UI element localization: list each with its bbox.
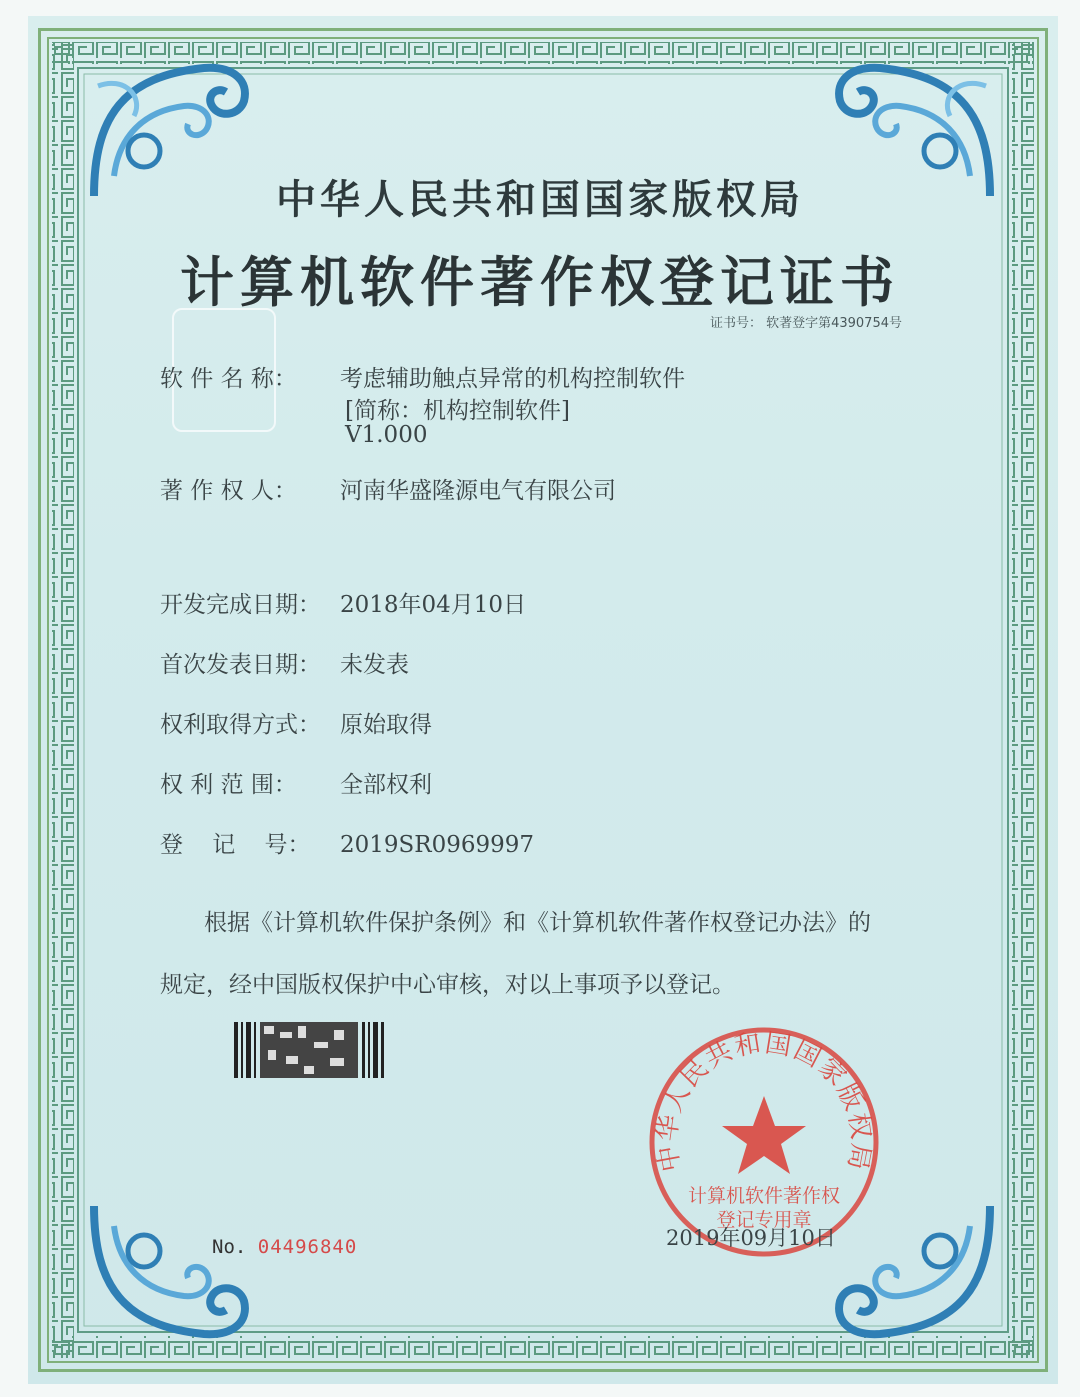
certificate-number-value: 软著登字第4390754号 <box>766 316 902 331</box>
copyright-owner-row <box>160 472 616 505</box>
seal-line-2: 登记专用章 <box>716 1209 812 1231</box>
rights-scope-value: 全部权利 <box>340 772 432 798</box>
barcode <box>234 1022 384 1078</box>
acquisition-method-label: 权利取得方式： <box>160 712 321 738</box>
first-publish-date-value: 未发表 <box>340 652 409 678</box>
statement-line-1: 根据《计算机软件保护条例》和《计算机软件著作权登记办法》的 <box>204 910 871 936</box>
registration-number-label: 登 记 号： <box>160 832 311 858</box>
software-short-name: [简称：机构控制软件] <box>345 398 570 424</box>
copyright-owner-label: 著 作 权 人： <box>160 478 297 504</box>
serial-label: No. <box>212 1236 247 1258</box>
registration-number-value: 2019SR0969997 <box>340 832 535 858</box>
completion-date-value: 2018年04月10日 <box>340 592 527 618</box>
software-version: V1.000 <box>345 422 428 448</box>
certificate-number-label: 证书号： <box>709 316 762 331</box>
seal-line-1: 计算机软件著作权 <box>687 1185 841 1207</box>
completion-date-row <box>160 586 526 619</box>
serial-number <box>212 1236 357 1258</box>
issue-date: 2019年09月10日 <box>666 1226 836 1250</box>
software-name-row <box>160 360 685 393</box>
rights-scope-label: 权 利 范 围： <box>160 772 297 798</box>
seal-ring-text: 中华人民共和国国家版权局 <box>652 1028 876 1174</box>
completion-date-label: 开发完成日期： <box>160 592 321 618</box>
rights-scope-row <box>160 766 432 799</box>
serial-value: 04496840 <box>257 1236 358 1258</box>
registration-number-row <box>160 826 534 859</box>
certificate-number <box>710 312 902 331</box>
acquisition-method-row <box>160 706 432 739</box>
statement-line-2: 规定，经中国版权保护中心审核，对以上事项予以登记。 <box>160 972 735 998</box>
document-title: 计算机软件著作权登记证书 <box>180 250 900 314</box>
copyright-owner-value: 河南华盛隆源电气有限公司 <box>340 478 616 504</box>
seal-star-icon <box>722 1096 806 1174</box>
first-publish-date-row <box>160 646 409 679</box>
first-publish-date-label: 首次发表日期： <box>160 652 321 678</box>
acquisition-method-value: 原始取得 <box>340 712 432 738</box>
corner-ornament-bottom-left <box>84 1196 254 1346</box>
software-name-label: 软 件 名 称： <box>160 366 297 392</box>
issuer-title: 中华人民共和国国家版权局 <box>276 177 804 223</box>
software-name-value: 考虑辅助触点异常的机构控制软件 <box>340 366 685 392</box>
